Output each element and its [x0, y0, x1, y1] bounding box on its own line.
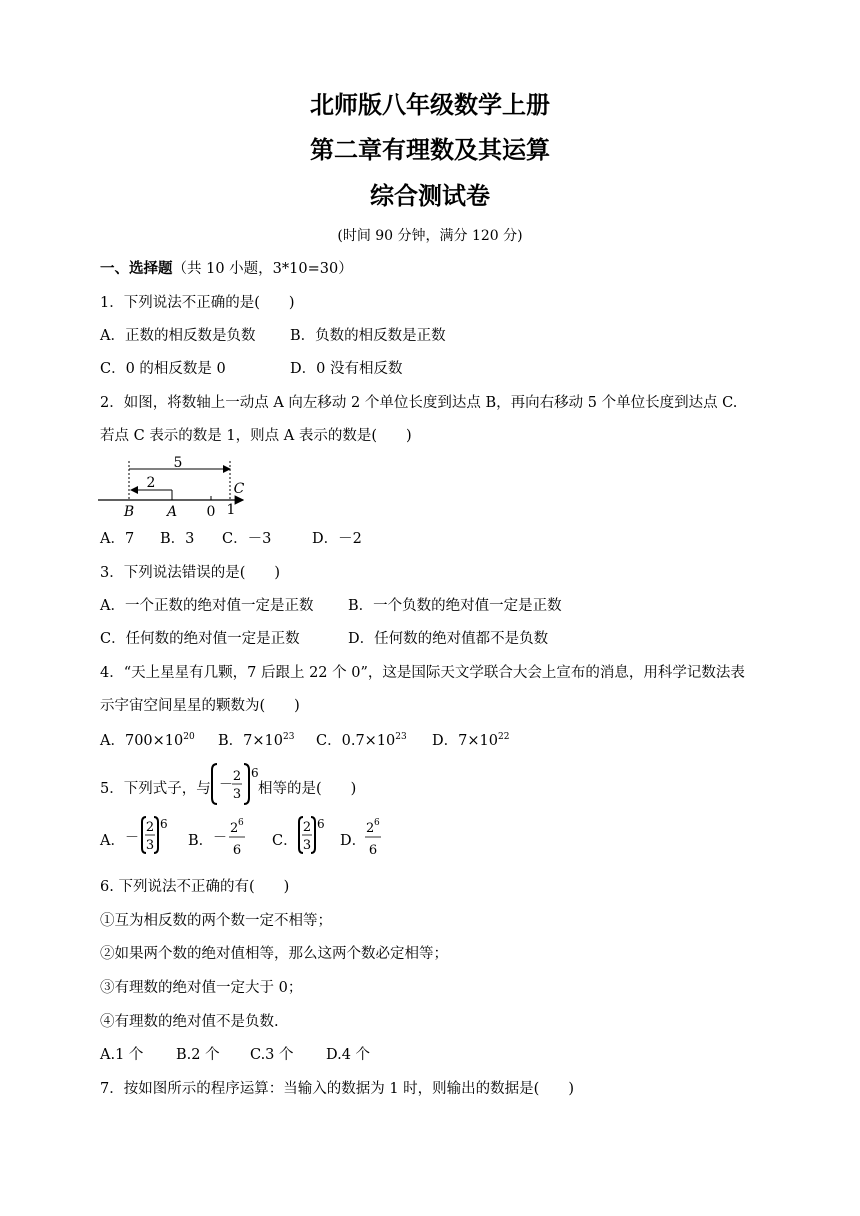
q5-stem-expression — [210, 760, 260, 810]
q5-c-exponent: 6 — [317, 817, 325, 831]
q1-option-d: D．0 没有相反数 — [290, 361, 403, 377]
q2-option-b: B．3 — [160, 531, 195, 547]
question-4-stem-line2: 示宇宙空间星星的颗数为( ) — [100, 698, 300, 714]
q6-statement-3: ③有理数的绝对值一定大于 0； — [100, 980, 303, 996]
q5-stem-numerator: 2 — [232, 769, 242, 784]
q2-option-d: D．－2 — [312, 531, 362, 547]
number-line-figure — [95, 455, 255, 520]
q6-option-b: B.2 个 — [176, 1047, 220, 1063]
q5-c-denominator: 3 — [302, 838, 312, 853]
time-score-note: (时间 90 分钟，满分 120 分) — [337, 228, 523, 244]
q5-b-base: 2 — [230, 821, 239, 836]
q4-d-label: D． — [432, 733, 459, 749]
section-note: （共 10 小题，3*10=30） — [172, 261, 353, 277]
q6-statement-2: ②如果两个数的绝对值相等，那么这两个数必定相等； — [100, 946, 448, 962]
q1-option-b: B．负数的相反数是正数 — [290, 328, 446, 344]
q5-option-b-expression — [212, 814, 252, 862]
q6-option-c: C.3 个 — [250, 1047, 294, 1063]
question-5-stem-pre: 5．下列式子，与 — [100, 781, 211, 797]
q5-b-denominator: 6 — [232, 843, 242, 858]
q4-option-d — [432, 730, 509, 752]
q4-c-exponent: 23 — [395, 732, 407, 742]
q4-c-base: 0.7×10 — [341, 733, 396, 749]
q5-option-c-label: C． — [272, 833, 298, 849]
figure-label-5: 5 — [173, 455, 183, 471]
q4-a-base: 700×10 — [124, 733, 184, 749]
document-title: 北师版八年级数学上册 — [310, 91, 550, 119]
q5-option-c-expression — [296, 814, 332, 858]
q5-c-numerator: 2 — [302, 820, 312, 835]
q5-stem-minus: － — [219, 777, 233, 793]
q4-a-label: A． — [100, 733, 125, 749]
point-a-label: A — [166, 504, 178, 520]
question-3-stem: 3．下列说法错误的是( ) — [100, 565, 281, 581]
section-heading — [100, 258, 353, 280]
one-label: 1 — [226, 502, 236, 518]
q5-a-denominator: 3 — [145, 838, 155, 853]
test-title: 综合测试卷 — [370, 182, 490, 210]
q4-d-base: 7×10 — [458, 733, 498, 749]
point-b-label: B — [123, 504, 135, 520]
question-5-stem-post: 相等的是( ) — [258, 781, 357, 797]
q4-option-a — [100, 730, 195, 752]
q5-option-a-label: A． — [100, 833, 125, 849]
q6-statement-4: ④有理数的绝对值不是负数. — [100, 1014, 279, 1030]
q4-b-exponent: 23 — [282, 732, 295, 742]
question-4-stem-line1: 4．“天上星星有几颗，7 后跟上 22 个 0”，这是国际天文学联合大会上宣布的消息，用科学记数法表 — [100, 665, 745, 681]
q3-option-d: D．任何数的绝对值都不是负数 — [348, 631, 549, 647]
q3-option-b: B．一个负数的绝对值一定是正数 — [348, 598, 562, 614]
q2-option-a: A．7 — [100, 531, 135, 547]
q5-stem-exponent: 6 — [251, 766, 259, 780]
q4-a-exponent: 20 — [183, 732, 195, 742]
q5-stem-denominator: 3 — [232, 787, 242, 802]
q5-d-denominator: 6 — [368, 843, 378, 858]
question-7-stem: 7．按如图所示的程序运算：当输入的数据为 1 时，则输出的数据是( ) — [100, 1081, 574, 1097]
point-c-label: C — [233, 481, 245, 497]
zero-label: 0 — [206, 504, 216, 520]
chapter-title: 第二章有理数及其运算 — [310, 136, 550, 164]
q1-option-c: C．0 的相反数是 0 — [100, 361, 226, 377]
q5-d-base: 2 — [366, 821, 375, 836]
q5-option-a-expression — [124, 814, 176, 858]
q1-option-a: A．正数的相反数是负数 — [100, 328, 256, 344]
q3-option-a: A．一个正数的绝对值一定是正数 — [100, 598, 314, 614]
q4-option-c — [316, 730, 407, 752]
question-6-stem: 6. 下列说法不正确的有( ) — [100, 879, 290, 895]
section-title: 一、选择题 — [100, 261, 173, 277]
q4-d-exponent: 22 — [497, 732, 510, 742]
q4-option-b — [218, 730, 294, 752]
q6-option-a: A.1 个 — [100, 1047, 144, 1063]
q5-b-exponent: 6 — [238, 818, 244, 828]
question-2-stem-line1: 2．如图，将数轴上一动点 A 向左移动 2 个单位长度到达点 B，再向右移动 5 个单位长度到达点 C. — [100, 395, 738, 411]
q4-c-label: C． — [316, 733, 342, 749]
q5-option-d-expression — [362, 814, 388, 862]
q6-option-d: D.4 个 — [326, 1047, 371, 1063]
figure-label-2: 2 — [146, 475, 156, 491]
q5-a-minus: － — [125, 830, 139, 846]
q5-a-exponent: 6 — [160, 817, 168, 831]
question-1-stem: 1．下列说法不正确的是( ) — [100, 295, 295, 311]
q3-option-c: C．任何数的绝对值一定是正数 — [100, 631, 300, 647]
q2-option-c: C．－3 — [222, 531, 272, 547]
question-2-stem-line2: 若点 C 表示的数是 1，则点 A 表示的数是( ) — [100, 428, 412, 444]
q5-option-d-label: D． — [340, 833, 367, 849]
q6-statement-1: ①互为相反数的两个数一定不相等； — [100, 913, 332, 929]
q5-option-b-label: B． — [188, 833, 214, 849]
q5-d-exponent: 6 — [374, 818, 380, 828]
q5-b-minus: － — [213, 830, 227, 846]
q4-b-label: B． — [218, 733, 244, 749]
q5-a-numerator: 2 — [145, 820, 155, 835]
q4-b-base: 7×10 — [243, 733, 283, 749]
